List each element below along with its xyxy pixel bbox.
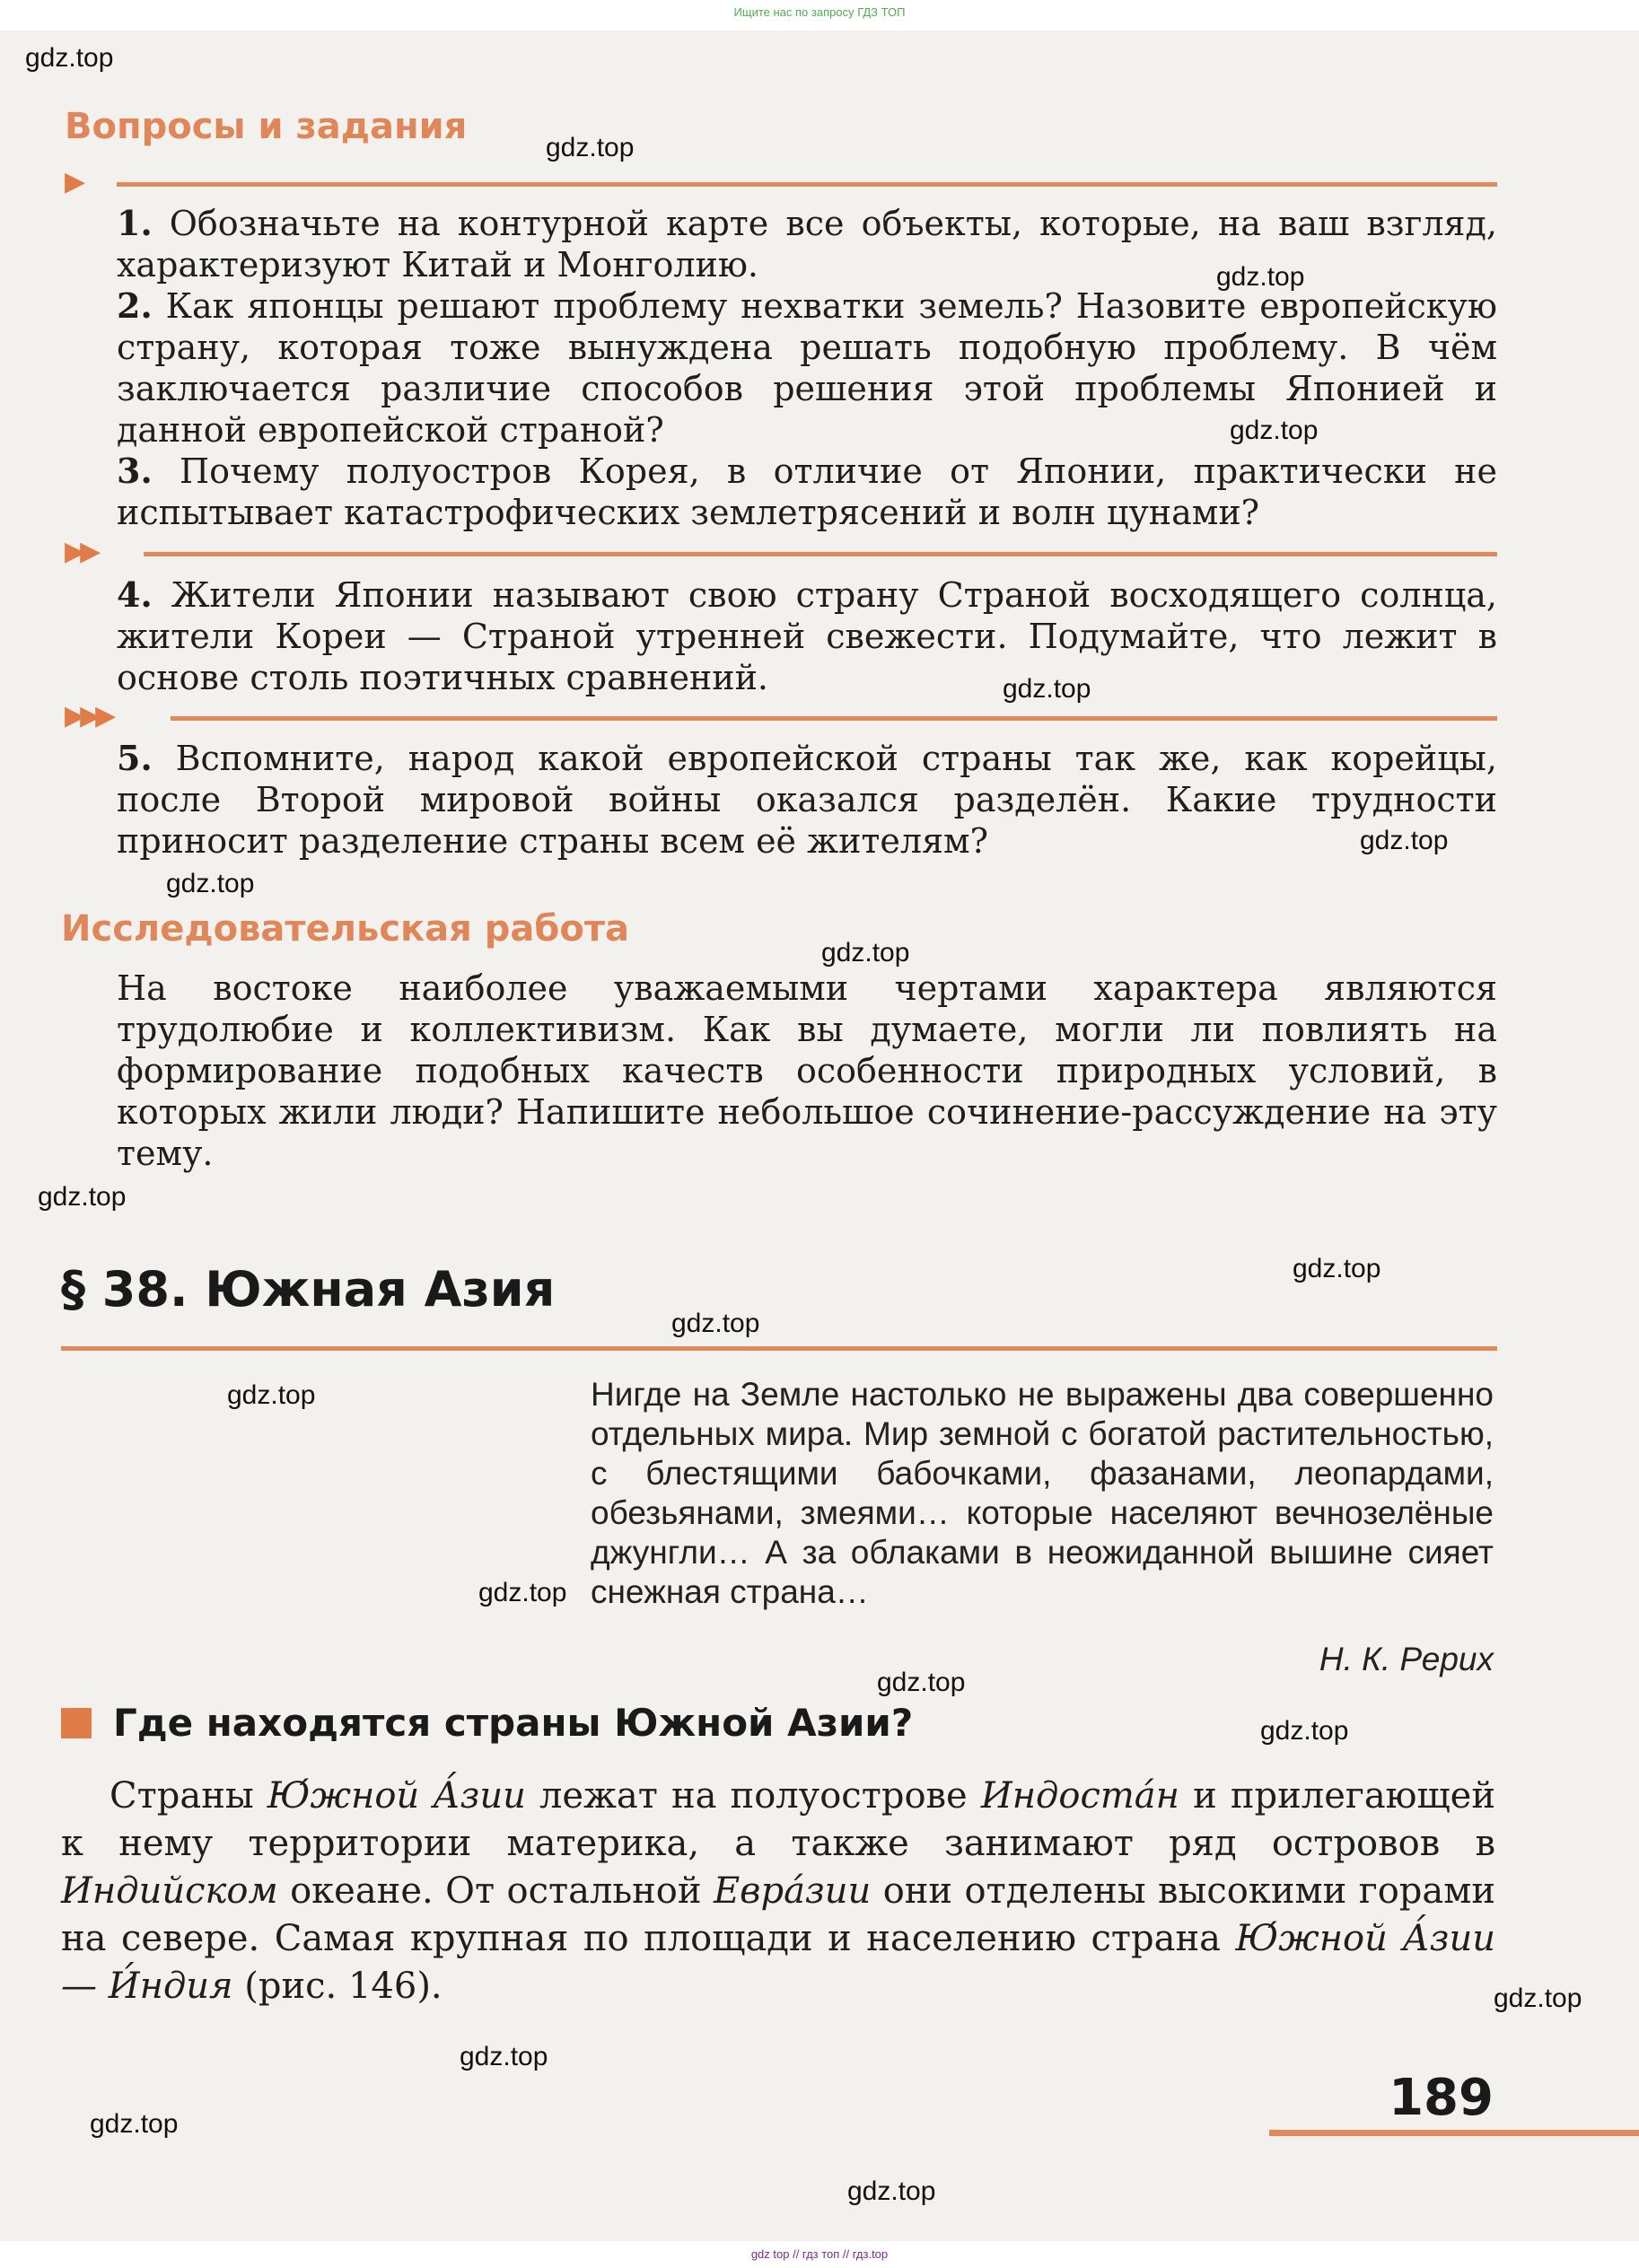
body-text: лежат на полуострове [525,1775,981,1817]
level-2-arrow-icon: ▶▶ [65,536,96,567]
watermark: gdz.top [877,1668,966,1697]
question-5-text: Вспомните, народ какой европейской страны так же, как корейцы, после Второй мировой войны оказался разделён. Какие трудности приносит разделение страны всем её жителям? [117,739,1497,861]
watermark: gdz.top [460,2042,548,2071]
level-1-arrow-icon: ▶ [65,166,81,197]
watermark: gdz.top [1230,416,1319,445]
page-number: 189 [1389,2069,1494,2127]
watermark: gdz.top [847,2176,936,2206]
level-2-rule [144,552,1497,556]
question-2-text: Как японцы решают проблему нехватки земель? Назовите европейскую страну, которая тоже вынуждена решать подобную проблему. В чём заключается различие способов решения этой проблемы Японией и данной европейской страной? [117,286,1497,450]
subsection-heading [61,1701,913,1745]
body-term: Индоста́н [980,1775,1180,1817]
watermark: gdz.top [1494,1983,1582,2013]
epigraph-author: Н. К. Рерих [1319,1641,1494,1677]
level-3-arrow-icon: ▶▶▶ [65,700,111,731]
watermark: gdz.top [38,1182,127,1212]
square-bullet-icon [61,1708,92,1738]
level-3-divider [65,700,1497,731]
watermark: gdz.top [671,1309,760,1338]
watermark: gdz.top [478,1578,567,1607]
watermark: gdz.top [1260,1716,1349,1746]
question-3 [117,451,1497,533]
top-banner[interactable]: Ищите нас по запросу ГДЗ ТОП [0,0,1639,31]
watermark: gdz.top [546,133,635,162]
question-1-number: 1. [117,203,153,243]
level-1-rule [117,182,1497,187]
epigraph: Нигде на Земле настолько не выражены два совершенно отдельных мира. Мир земной с богатой растительностью, с блестящими бабочками, фазанами, леопардами, обезьянами, змеями… которые населяют вечнозелёные джунгли… А за облаками в неожиданной вышине сияет снежная страна… [591,1376,1494,1610]
question-5-number: 5. [117,738,153,778]
body-text: (рис. 146). [232,1966,443,2007]
body-term: Евра́зии [713,1870,872,1912]
research-text: На востоке наиболее уважаемыми чертами характера являются трудолюбие и коллективизм. Как вы думаете, могли ли повлиять на формирование подобных качеств особенности природных условий, в которых жили люди? Напишите небольшое сочинение-рассуждение на эту тему. [117,968,1497,1173]
body-text: океане. От остальной [277,1870,714,1912]
watermark: gdz.top [1003,674,1091,704]
question-3-number: 3. [117,451,153,491]
questions-heading: Вопросы и задания [65,106,468,147]
body-term: Индийском [61,1870,278,1912]
section-body [61,1773,1495,2010]
research-heading: Исследовательская работа [61,908,629,950]
level-1-divider [65,166,1497,197]
body-text: Страны [110,1775,267,1817]
question-5 [117,738,1497,862]
subsection-heading-text: Где находятся страны Южной Азии? [113,1701,914,1745]
question-2-number: 2. [117,285,153,326]
watermark: gdz.top [821,938,910,968]
bottom-banner[interactable]: gdz top // гдз топ // гдз.top [0,2241,1639,2268]
watermark: gdz.top [166,869,255,898]
watermark: gdz.top [25,43,114,73]
level-2-divider [65,536,1497,567]
question-1-text: Обозначьте на контурной карте все объекты, которые, на ваш взгляд, характеризуют Китай и Монголию. [117,204,1497,285]
question-3-text: Почему полуостров Корея, в отличие от Японии, практически не испытывает катастрофических землетрясений и волн цунами? [117,451,1497,532]
watermark: gdz.top [1360,826,1449,855]
level-3-rule [171,716,1497,721]
body-term: Ю́жной А́зии [267,1775,526,1817]
body-text: и прилегающей к нему территории материка, а также занимают ряд островов в [61,1775,1496,1864]
question-4-number: 4. [117,574,153,615]
watermark: gdz.top [227,1380,316,1410]
body-term: Ю́жной А́зии — И́ндия [61,1918,1495,2007]
section-title: § 38. Южная Азия [61,1261,556,1318]
section-rule [61,1346,1497,1351]
watermark: gdz.top [90,2109,179,2139]
page-number-rule [1269,2130,1639,2136]
question-4 [117,574,1497,698]
watermark: gdz.top [1216,262,1305,292]
watermark: gdz.top [1293,1254,1381,1283]
question-4-text: Жители Японии называют свою страну Страной восходящего солнца, жители Кореи — Страной утренней свежести. Подумайте, что лежит в основе столь поэтичных сравнений. [117,575,1497,697]
body-text: они отделены высокими горами на севере. Самая крупная по площади и населению страна [61,1870,1496,1959]
